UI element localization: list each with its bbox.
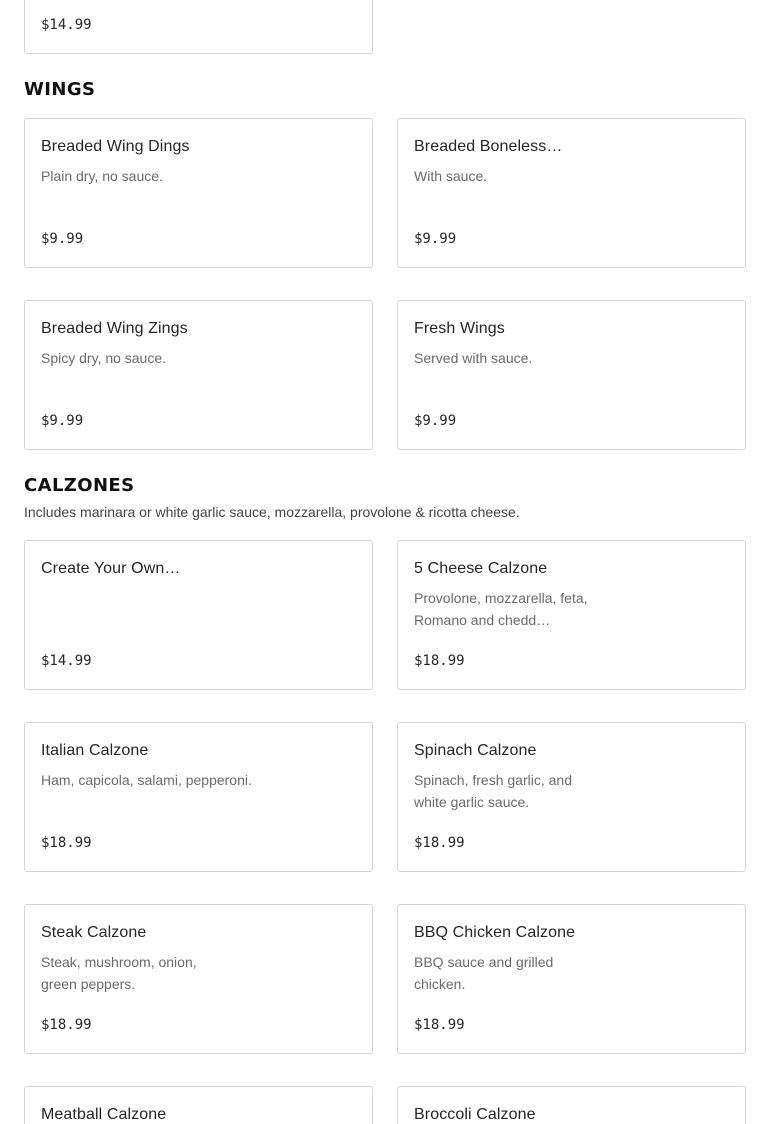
item-name: 5 Cheese Calzone [414,560,548,577]
menu-item-card[interactable] [24,904,373,1054]
item-description: Provolone, mozzarella, feta, Romano and chedd… [414,590,588,628]
item-description: BBQ sauce and grilled chicken. [414,954,554,992]
menu-item-card[interactable] [24,0,373,54]
item-name: BBQ Chicken Calzone [414,924,576,941]
menu-item-card[interactable] [24,1086,373,1124]
menu-item-card[interactable] [24,540,373,690]
item-name: Broccoli Calzone [414,1106,536,1123]
item-name: Create Your Own… [41,560,181,577]
item-name: Italian Calzone [41,742,149,759]
item-description: Steak, mushroom, onion, green peppers. [41,954,197,992]
item-description: Ham, capicola, salami, pepperoni. [41,772,252,788]
item-price: $9.99 [41,231,84,247]
item-price: $9.99 [41,413,84,429]
item-description: With sauce. [414,168,488,184]
item-name: Meatball Calzone [41,1106,167,1123]
item-price: $18.99 [414,1017,465,1033]
item-price: $18.99 [414,835,465,851]
menu-item-card[interactable] [397,1086,746,1124]
menu-item-card[interactable] [397,722,746,872]
item-description: Served with sauce. [414,350,533,366]
menu-item-card[interactable] [397,904,746,1054]
item-price: $9.99 [414,413,457,429]
item-name: Steak Calzone [41,924,147,941]
item-price: $18.99 [414,653,465,669]
item-name: Spinach Calzone [414,742,537,759]
item-price: $14.99 [41,653,92,669]
section-title-wings: WINGS [24,79,96,100]
item-name: Fresh Wings [414,320,505,337]
item-description: Spicy dry, no sauce. [41,350,167,366]
item-price: $18.99 [41,835,92,851]
section-description: Includes marinara or white garlic sauce, mozzarella, provolone & ricotta cheese. [24,504,520,520]
menu-item-card[interactable] [24,722,373,872]
menu-item-card[interactable] [397,118,746,268]
menu-item-card[interactable] [24,300,373,450]
item-description: Plain dry, no sauce. [41,168,163,184]
section-title-calzones: CALZONES [24,475,135,496]
menu-item-card[interactable] [397,540,746,690]
item-name: Breaded Boneless… [414,138,563,155]
item-price: $9.99 [414,231,457,247]
item-description: Spinach, fresh garlic, and white garlic sauce. [414,772,572,810]
item-name: Breaded Wing Zings [41,320,188,337]
item-name: Breaded Wing Dings [41,138,190,155]
menu-item-card[interactable] [397,300,746,450]
item-price: $18.99 [41,1017,92,1033]
item-price: $14.99 [41,17,92,33]
menu-item-card[interactable] [24,118,373,268]
